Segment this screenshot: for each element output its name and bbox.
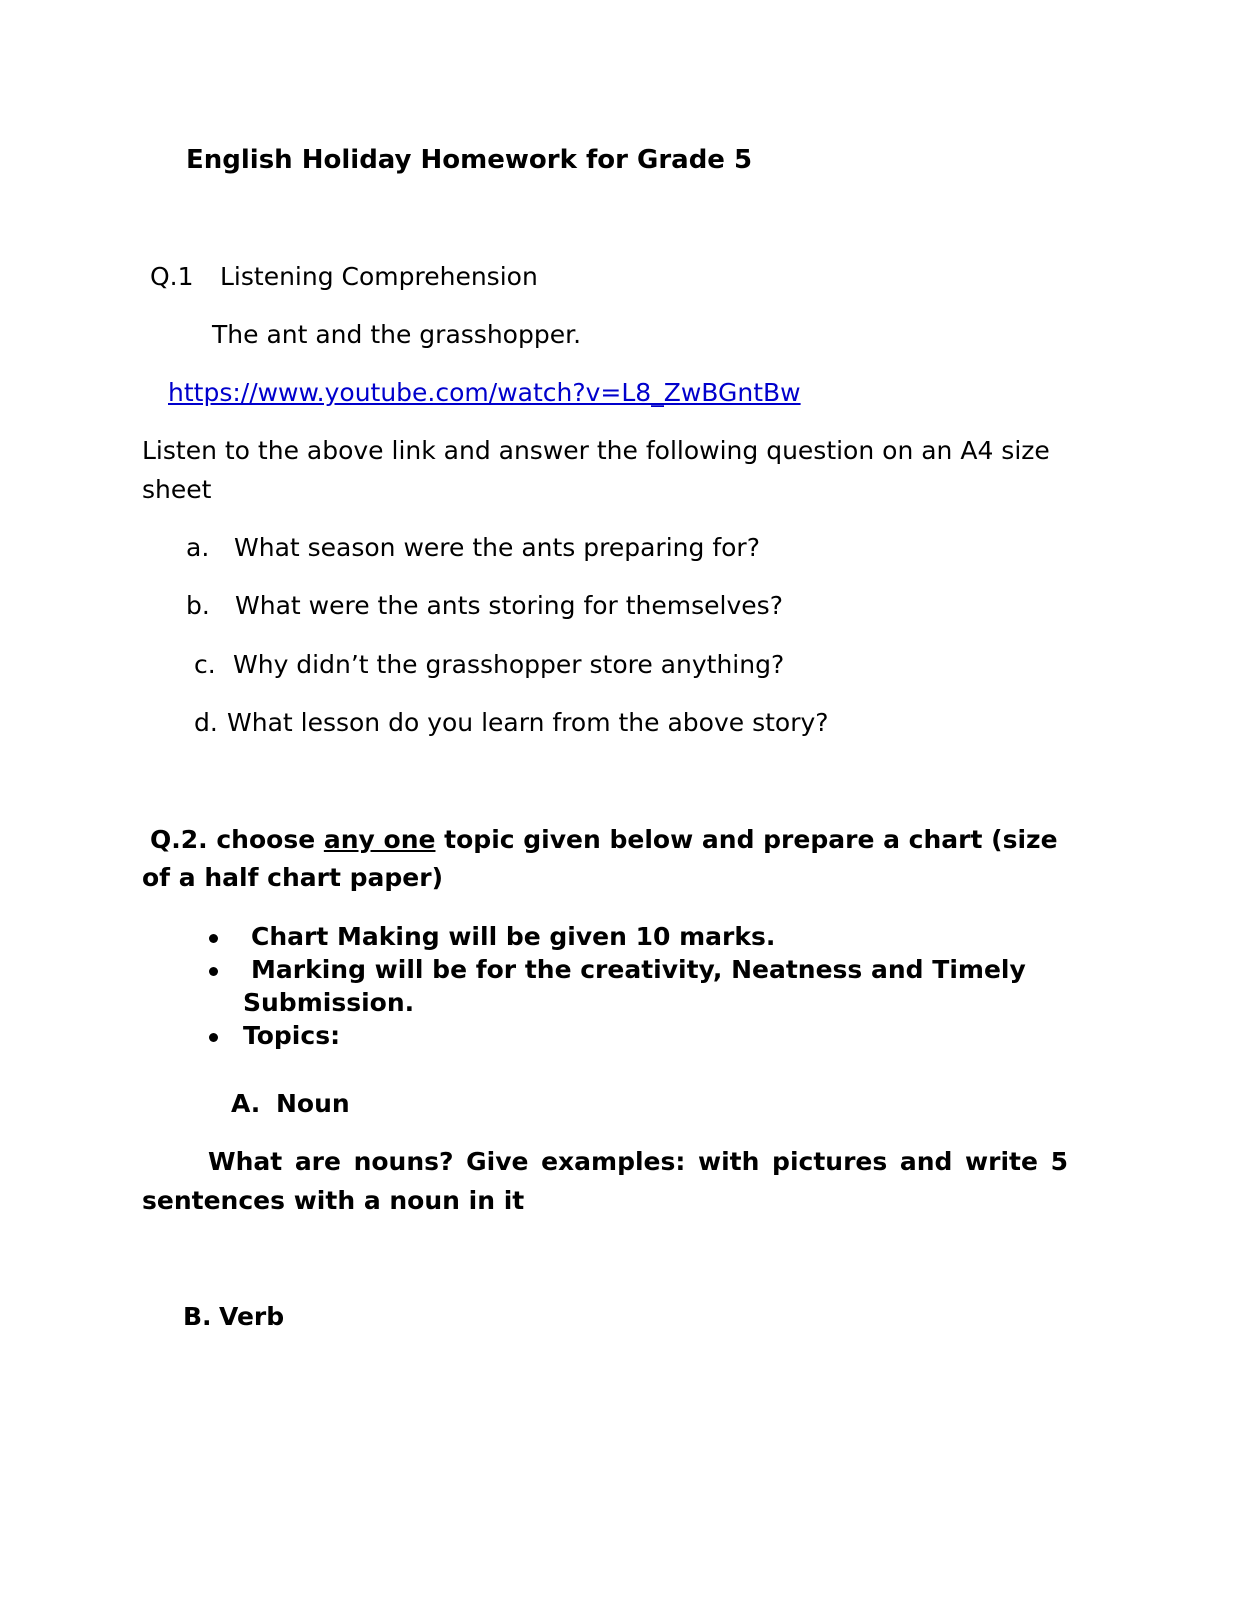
desc-word: 5 xyxy=(1050,1147,1068,1176)
topic-b-name: Verb xyxy=(219,1302,285,1331)
question-a-text: What season were the ants preparing for? xyxy=(234,533,760,562)
bullet-icon xyxy=(209,934,218,943)
topic-a-label: A. xyxy=(231,1089,261,1118)
question-d-label: d. xyxy=(194,708,218,737)
page-title: English Holiday Homework for Grade 5 xyxy=(186,145,753,175)
desc-word: What xyxy=(208,1147,283,1176)
topic-a-description-line2: sentences with a noun in it xyxy=(142,1186,525,1215)
desc-word: with xyxy=(698,1147,760,1176)
q2-instruction-line2: of a half chart paper) xyxy=(142,863,443,892)
desc-word: Give xyxy=(466,1147,529,1176)
desc-word: are xyxy=(294,1147,341,1176)
question-b-text: What were the ants storing for themselves? xyxy=(235,591,783,620)
desc-word: pictures xyxy=(772,1147,888,1176)
topic-a-name: Noun xyxy=(276,1089,350,1118)
q2-emphasis: any one xyxy=(323,825,436,854)
bullet-icon xyxy=(209,1033,218,1042)
question-c-label: c. xyxy=(194,650,216,679)
question-b-label: b. xyxy=(186,591,210,620)
q1-instruction-line1: Listen to the above link and answer the following question on an A4 size xyxy=(142,436,1050,465)
desc-word: nouns? xyxy=(353,1147,454,1176)
bullet-marking-criteria-cont: Submission. xyxy=(243,988,415,1017)
q2-instruction-line1 xyxy=(150,827,1058,852)
question-d-text: What lesson do you learn from the above story? xyxy=(227,708,829,737)
question-c-text: Why didn’t the grasshopper store anything? xyxy=(233,650,785,679)
q1-story-title: The ant and the grasshopper. xyxy=(212,320,582,349)
q1-instruction-line2: sheet xyxy=(142,475,212,504)
desc-word: and xyxy=(899,1147,953,1176)
bullet-icon xyxy=(209,967,218,976)
desc-word: write xyxy=(965,1147,1038,1176)
question-a-label: a. xyxy=(186,533,210,562)
desc-word: examples: xyxy=(541,1147,686,1176)
bullet-topics: Topics: xyxy=(243,1021,341,1050)
q1-number: Q.1 xyxy=(150,262,194,291)
bullet-chart-marks: Chart Making will be given 10 marks. xyxy=(251,922,776,951)
q2-prefix: Q.2. choose xyxy=(150,825,324,854)
bullet-marking-criteria: Marking will be for the creativity, Neatness and Timely xyxy=(251,955,1026,984)
youtube-link[interactable]: https://www.youtube.com/watch?v=L8_ZwBGntBw xyxy=(168,378,801,407)
q2-suffix: topic given below and prepare a chart (size xyxy=(435,825,1058,854)
topic-a-description-line1 xyxy=(208,1149,1068,1174)
topic-b-label: B. xyxy=(183,1302,212,1331)
q1-heading: Listening Comprehension xyxy=(220,262,538,291)
